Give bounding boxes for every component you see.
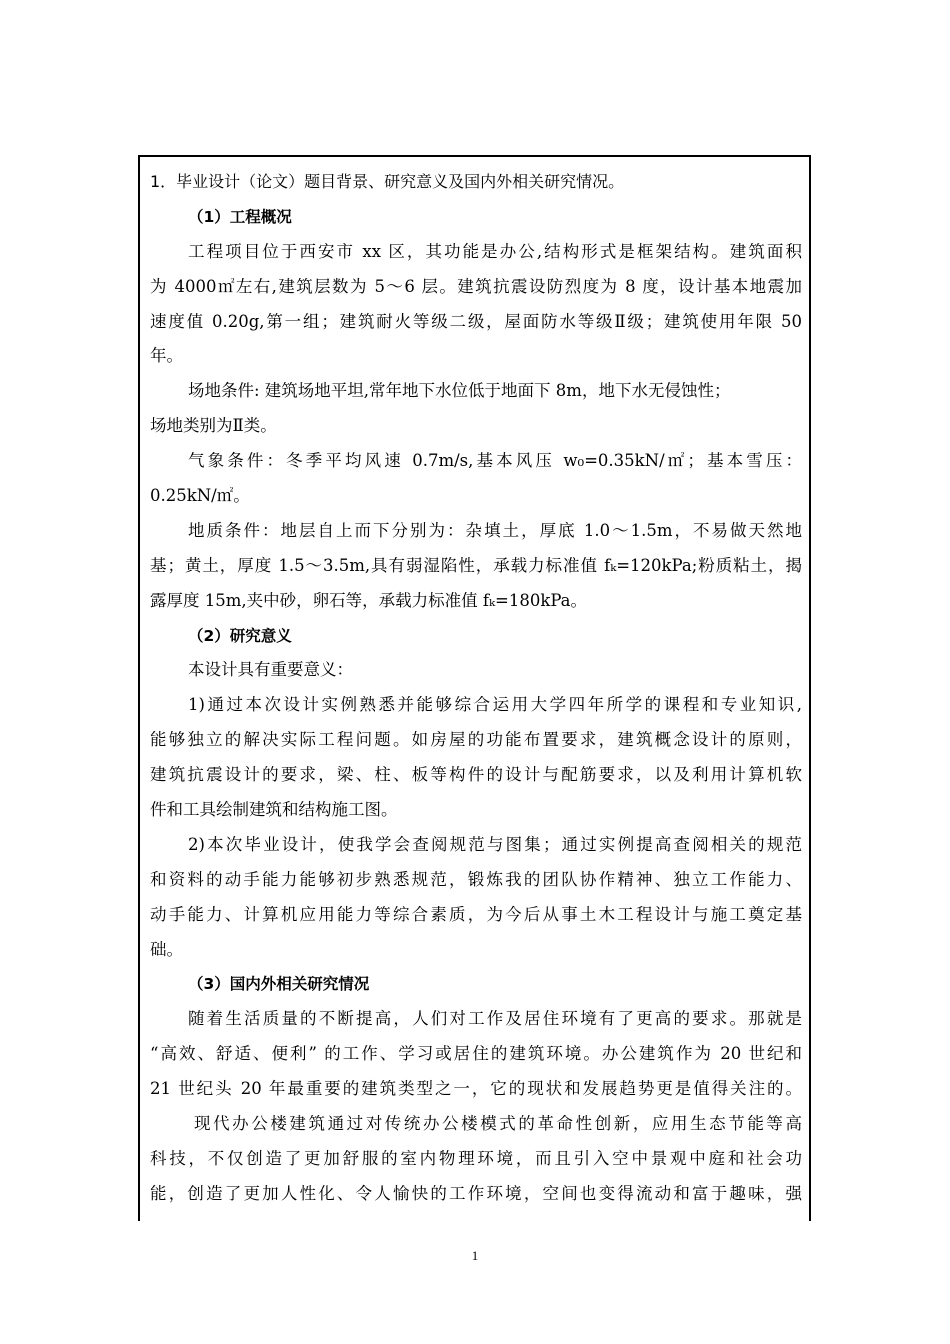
subheading-research: （3）国内外相关研究情况 xyxy=(188,975,370,994)
paragraph-line: 场地类别为Ⅱ类。 xyxy=(150,416,277,436)
subheading-significance: （2）研究意义 xyxy=(188,626,292,645)
paragraph-line: 本设计具有重要意义： xyxy=(188,660,353,680)
paragraph-line: 能够独立的解决实际工程问题。如房屋的功能布置要求，建筑概念设计的原则， xyxy=(150,730,802,750)
paragraph-line: 2)本次毕业设计，使我学会查阅规范与图集；通过实例提高查阅相关的规范 xyxy=(188,834,802,854)
paragraph-line: 气象条件：冬季平均风速 0.7m/s,基本风压 w₀=0.35kN/㎡；基本雪压： xyxy=(188,451,802,471)
paragraph-line: 件和工具绘制建筑和结构施工图。 xyxy=(150,800,398,820)
paragraph-line: 1)通过本次设计实例熟悉并能够综合运用大学四年所学的课程和专业知识, xyxy=(188,695,802,715)
paragraph-line: 建筑抗震设计的要求，梁、柱、板等构件的设计与配筋要求，以及利用计算机软 xyxy=(150,765,802,785)
paragraph-line: 露厚度 15m,夹中砂，卵石等，承载力标准值 fₖ=180kPa。 xyxy=(150,590,588,610)
paragraph-line: 地质条件：地层自上而下分别为：杂填土，厚底 1.0～1.5m，不易做天然地 xyxy=(188,520,802,540)
paragraph-line: 动手能力、计算机应用能力等综合素质，为今后从事土木工程设计与施工奠定基 xyxy=(150,904,802,924)
paragraph-line: 年。 xyxy=(150,346,183,366)
paragraph-line: 现代办公楼建筑通过对传统办公楼模式的革命性创新，应用生态节能等高 xyxy=(194,1114,802,1134)
paragraph-line: 21 世纪头 20 年最重要的建筑类型之一，它的现状和发展趋势更是值得关注的。 xyxy=(150,1079,802,1099)
paragraph-line: 场地条件: 建筑场地平坦,常年地下水位低于地面下 8m，地下水无侵蚀性； xyxy=(188,381,731,401)
page-number: 1 xyxy=(471,1248,479,1263)
content-table-frame xyxy=(138,155,811,1221)
paragraph-line: 和资料的动手能力能够初步熟悉规范，锻炼我的团队协作精神、独立工作能力、 xyxy=(150,869,802,889)
paragraph-line: “高效、舒适、便利” 的工作、学习或居住的建筑环境。办公建筑作为 20 世纪和 xyxy=(150,1044,802,1064)
paragraph-line: 科技，不仅创造了更加舒服的室内物理环境，而且引入空中景观中庭和社会功 xyxy=(150,1148,802,1168)
section-title: 1．毕业设计（论文）题目背景、研究意义及国内外相关研究情况。 xyxy=(150,172,625,191)
paragraph-line: 基；黄土，厚度 1.5～3.5m,具有弱湿陷性，承载力标准值 fₖ=120kPa;粉质粘土，揭 xyxy=(150,555,802,575)
paragraph-line: 工程项目位于西安市 xx 区，其功能是办公,结构形式是框架结构。建筑面积 xyxy=(188,241,802,261)
document-body xyxy=(150,165,802,1212)
subheading-overview: （1）工程概况 xyxy=(188,207,292,226)
paragraph-line: 础。 xyxy=(150,939,183,959)
paragraph-line: 为 4000㎡左右,建筑层数为 5～6 层。建筑抗震设防烈度为 8 度，设计基本地震加 xyxy=(150,276,802,296)
paragraph-line: 速度值 0.20g,第一组；建筑耐火等级二级，屋面防水等级Ⅱ级；建筑使用年限 50 xyxy=(150,311,802,331)
paragraph-line: 能，创造了更加人性化、令人愉快的工作环境，空间也变得流动和富于趣味，强 xyxy=(150,1183,802,1203)
paragraph-line: 随着生活质量的不断提高，人们对工作及居住环境有了更高的要求。那就是 xyxy=(188,1009,802,1029)
paragraph-line: 0.25kN/㎡。 xyxy=(150,486,250,506)
